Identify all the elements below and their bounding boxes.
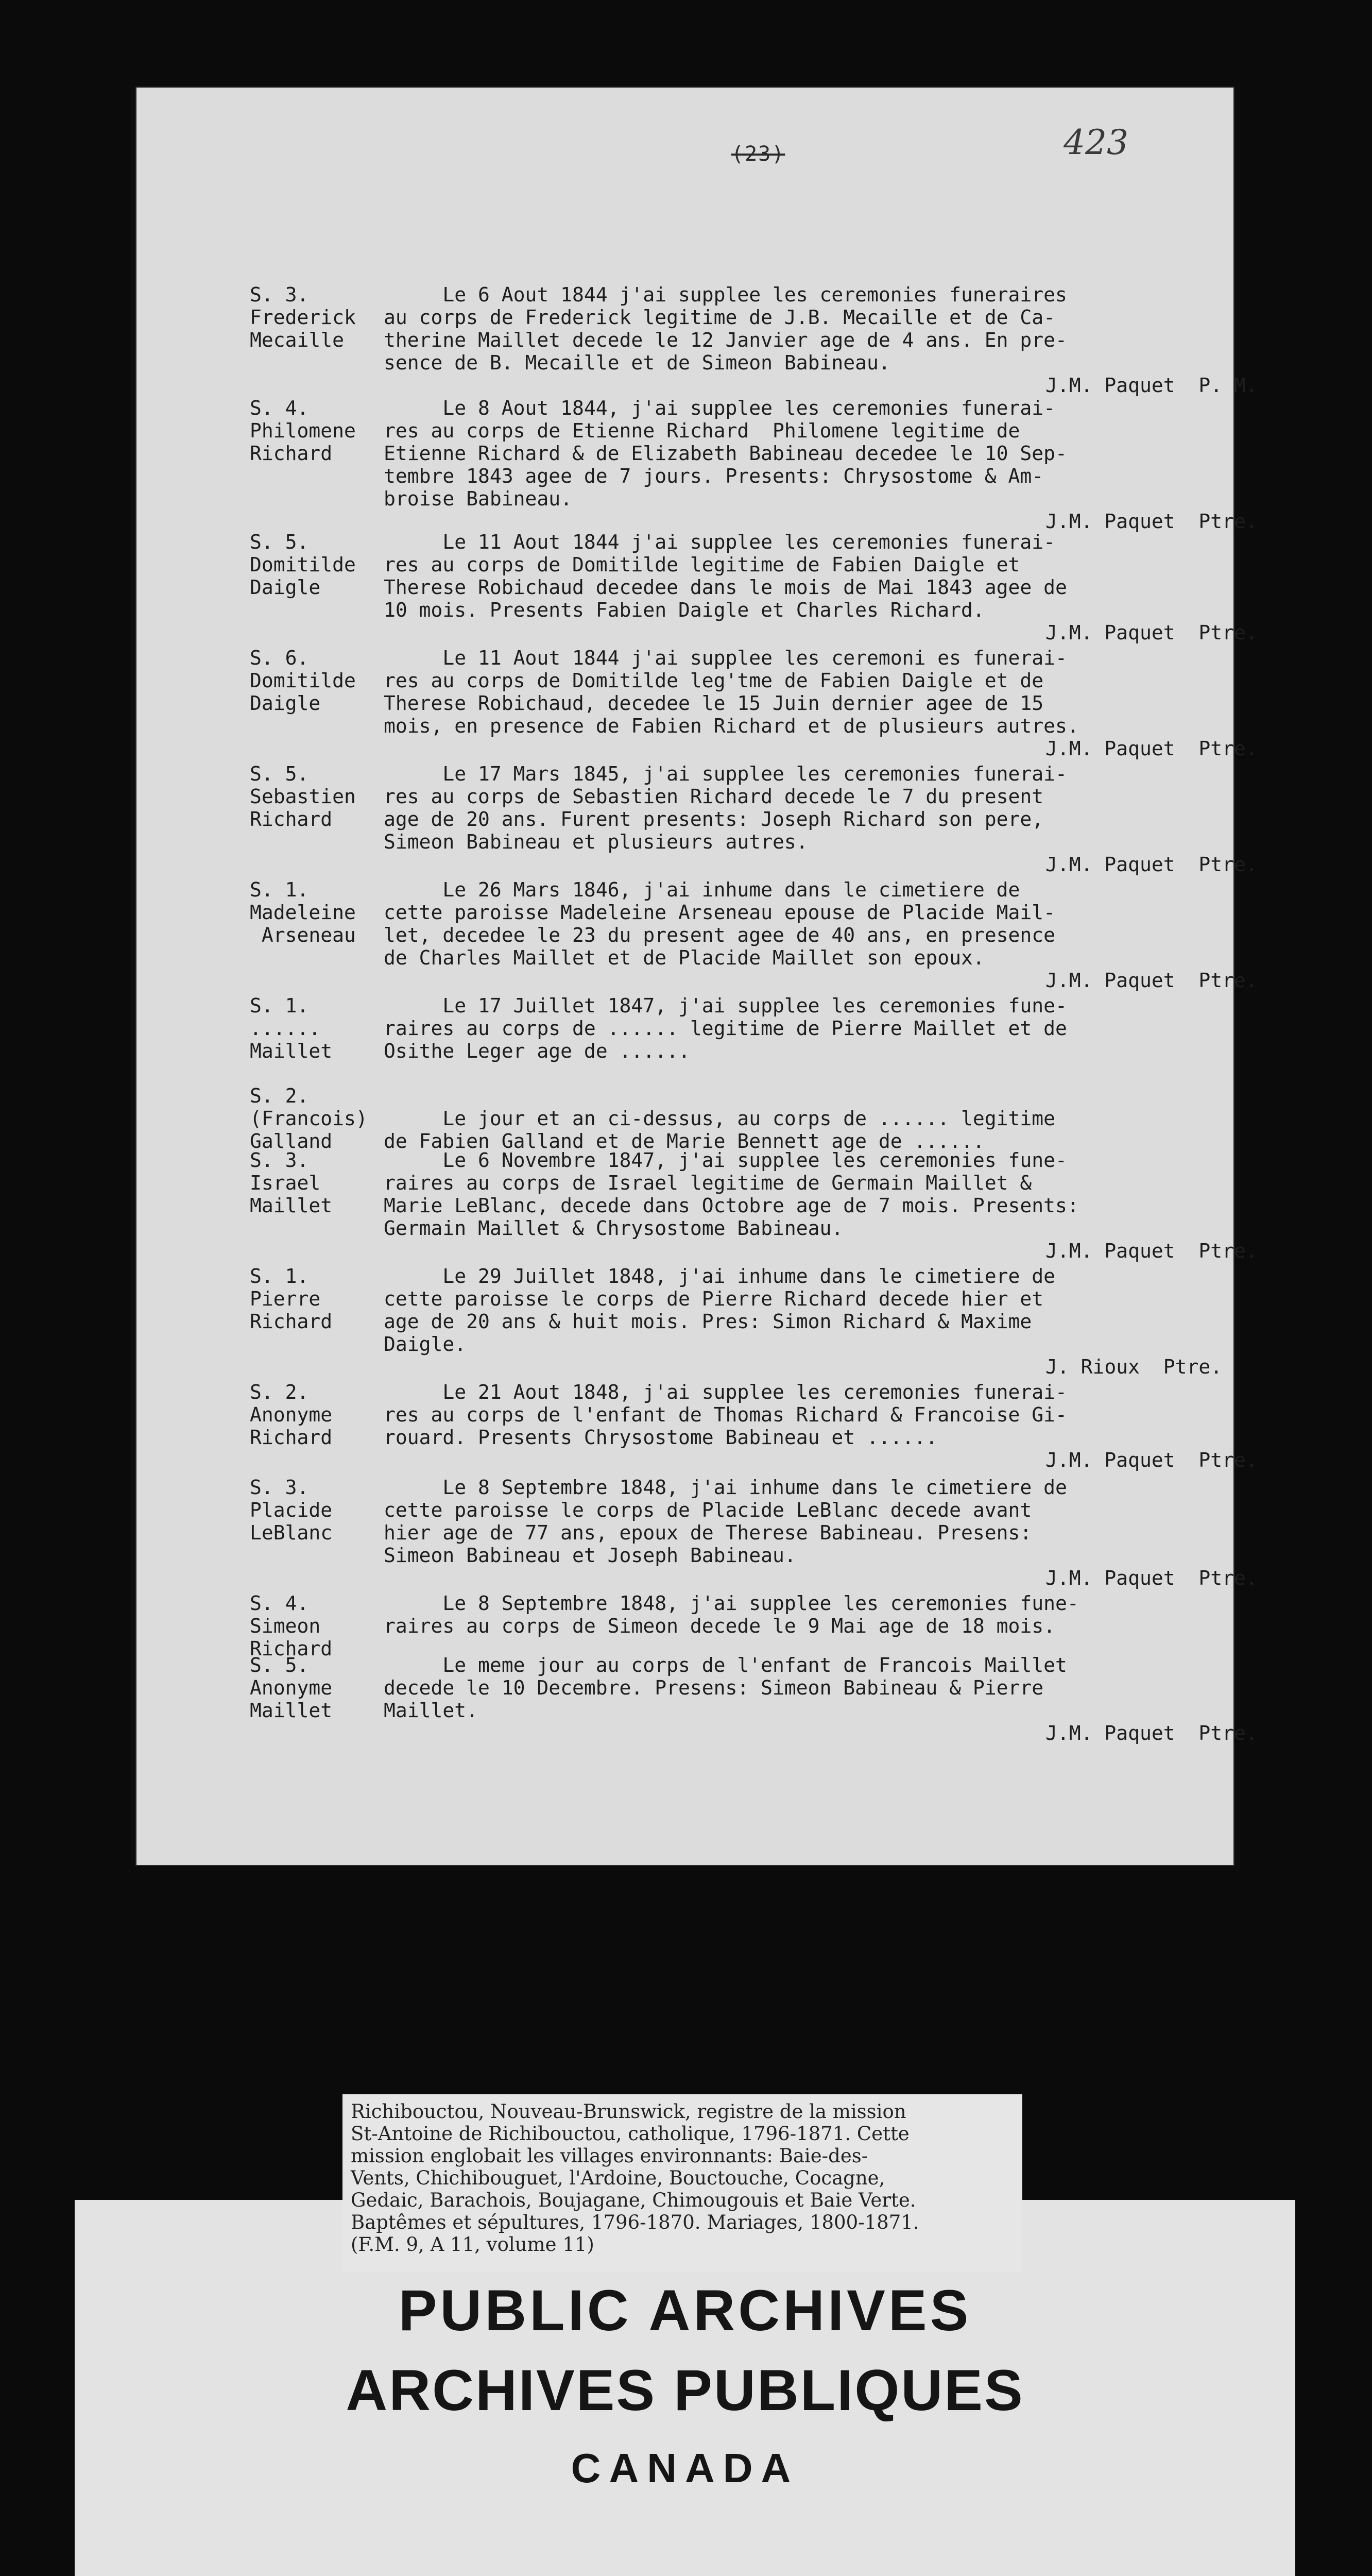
entry-text-line: 10 mois. Presents Fabien Daigle et Charles Richard. <box>384 599 985 621</box>
caption-line: (F.M. 9, A 11, volume 11) <box>351 2233 594 2256</box>
entry-label-line: Daigle <box>250 576 321 599</box>
entry-text-line: Le 11 Aout 1844 j'ai supplee les ceremonies funerai- <box>384 531 1056 553</box>
entry-label-line: Daigle <box>250 692 321 715</box>
entry-margin-label <box>250 283 384 351</box>
entry-text-line: age de 20 ans & huit mois. Pres: Simon Richard & Maxime <box>384 1310 1032 1333</box>
entry-text-line: raires au corps de Israel legitime de Germain Maillet & <box>384 1172 1032 1194</box>
entry-label-line: Anonyme <box>250 1676 333 1699</box>
entry-label-line: S. 4. <box>250 397 309 419</box>
entry-margin-label <box>250 647 384 715</box>
entry-label-line: S. 1. <box>250 1265 309 1287</box>
entry-label-line: Galland <box>250 1130 333 1153</box>
entry-margin-label <box>250 531 384 599</box>
entry-label-line: Maillet <box>250 1699 333 1722</box>
entry-margin-label <box>250 762 384 831</box>
entry-margin-label <box>250 1265 384 1333</box>
caption-line: Baptêmes et sépultures, 1796-1870. Mariages, 1800-1871. <box>351 2211 919 2233</box>
entry-label-line: Richard <box>250 1426 333 1449</box>
entry-label-line: Sebastien <box>250 785 356 808</box>
entry-text-line: Le 17 Mars 1845, j'ai supplee les ceremonies funerai- <box>384 762 1067 785</box>
entry-text-line: Le 6 Aout 1844 j'ai supplee les ceremonies funeraires <box>384 283 1067 306</box>
entry-label-line: Simeon <box>250 1615 321 1637</box>
struck-page-number: (23) <box>731 142 785 166</box>
entry-label-line: Pierre <box>250 1287 321 1310</box>
entry-signature: J.M. Paquet Ptre. <box>1045 621 1258 644</box>
entry-text <box>384 283 1218 374</box>
entry-label-line: Maillet <box>250 1194 333 1217</box>
entry-text <box>384 762 1218 853</box>
entry-text-line: Germain Maillet & Chrysostome Babineau. <box>384 1217 844 1240</box>
entry-text-line: Le 8 Septembre 1848, j'ai supplee les ceremonies fune- <box>384 1592 1079 1615</box>
entry-text-line: Daigle. <box>384 1333 467 1355</box>
archives-title-en: PUBLIC ARCHIVES <box>398 2278 972 2343</box>
caption-line: Richibouctou, Nouveau-Brunswick, registre de la mission <box>351 2100 906 2123</box>
entry-text-line: Le 8 Aout 1844, j'ai supplee les ceremonies funerai- <box>384 397 1056 419</box>
entry-label-line: S. 5. <box>250 1654 309 1676</box>
entry-text <box>384 994 1218 1062</box>
caption-line: Gedaic, Barachois, Boujagane, Chimougouis et Baie Verte. <box>351 2189 916 2211</box>
entry-text-line: Le jour et an ci-dessus, au corps de ...... legitime <box>384 1107 1056 1130</box>
entry-text <box>384 1149 1218 1240</box>
entry-label-line: S. 2. <box>250 1381 309 1403</box>
entry-label-line: Anonyme <box>250 1403 333 1426</box>
entry-text-line: cette paroisse le corps de Placide LeBlanc decede avant <box>384 1499 1032 1521</box>
entry-label-line: Madeleine <box>250 901 356 924</box>
entry-text-line: hier age de 77 ans, epoux de Therese Babineau. Presens: <box>384 1521 1032 1544</box>
entry-label-line: S. 1. <box>250 994 309 1017</box>
entry-label-line: Domitilde <box>250 553 356 576</box>
entry-label-line: Arseneau <box>250 924 356 946</box>
entry-label-line: S. 6. <box>250 647 309 669</box>
collection-caption <box>342 2094 1022 2272</box>
entry-text-line: therine Maillet decede le 12 Janvier age de 4 ans. En pre- <box>384 329 1067 351</box>
entry-label-line: S. 4. <box>250 1592 309 1615</box>
handwritten-page-number: 423 <box>1064 123 1128 162</box>
archives-country: CANADA <box>571 2445 799 2491</box>
entry-text-line <box>384 1084 1218 1107</box>
entry-text <box>384 1084 1218 1153</box>
entry-text <box>384 1592 1218 1637</box>
entry-label-line: S. 1. <box>250 878 309 901</box>
entry-text-line: Le 29 Juillet 1848, j'ai inhume dans le cimetiere de <box>384 1265 1056 1287</box>
entry-signature: J.M. Paquet Ptre. <box>1045 1449 1258 1471</box>
entry-signature: J.M. Paquet Ptre. <box>1045 737 1258 760</box>
entry-text-line: au corps de Frederick legitime de J.B. Mecaille et de Ca- <box>384 306 1056 329</box>
entry-label-line: Mecaille <box>250 329 345 351</box>
archives-title-fr: ARCHIVES PUBLIQUES <box>346 2358 1024 2422</box>
entry-text-line: raires au corps de Simeon decede le 9 Mai age de 18 mois. <box>384 1615 1056 1637</box>
entry-signature: J.M. Paquet Ptre. <box>1045 510 1258 533</box>
caption-line: mission englobait les villages environnants: Baie-des- <box>351 2145 868 2167</box>
entry-text-line: Marie LeBlanc, decede dans Octobre age de 7 mois. Presents: <box>384 1194 1079 1217</box>
entry-text-line: Le 11 Aout 1844 j'ai supplee les ceremoni es funerai- <box>384 647 1067 669</box>
entry-text <box>384 1654 1218 1722</box>
entry-text <box>384 1381 1218 1449</box>
entry-text <box>384 1476 1218 1567</box>
entry-text-line: tembre 1843 agee de 7 jours. Presents: Chrysostome & Am- <box>384 465 1044 487</box>
entry-label-line: LeBlanc <box>250 1521 333 1544</box>
entry-text-line: res au corps de Domitilde leg'tme de Fabien Daigle et de <box>384 669 1044 692</box>
entry-text <box>384 1265 1218 1355</box>
entry-text <box>384 647 1218 737</box>
entry-text-line: Le 8 Septembre 1848, j'ai inhume dans le cimetiere de <box>384 1476 1067 1499</box>
entry-text <box>384 531 1218 621</box>
entry-label-line: Richard <box>250 1637 333 1660</box>
entry-label-line: Israel <box>250 1172 321 1194</box>
entry-margin-label <box>250 878 384 946</box>
entry-text-line: de Fabien Galland et de Marie Bennett age de ...... <box>384 1130 985 1153</box>
entry-text <box>384 397 1218 510</box>
entry-text-line: cette paroisse Madeleine Arseneau epouse de Placide Mail- <box>384 901 1056 924</box>
entry-margin-label <box>250 1592 384 1660</box>
entry-margin-label <box>250 1381 384 1449</box>
entry-label-line: S. 5. <box>250 531 309 553</box>
entry-text-line: mois, en presence de Fabien Richard et de plusieurs autres. <box>384 715 1079 737</box>
register-page <box>136 88 1258 1865</box>
entry-margin-label <box>250 1654 384 1722</box>
entry-text-line: decede le 10 Decembre. Presens: Simeon Babineau & Pierre <box>384 1676 1044 1699</box>
entry-text-line: Le 17 Juillet 1847, j'ai supplee les ceremonies fune- <box>384 994 1067 1017</box>
entry-signature: J.M. Paquet Ptre. <box>1045 969 1258 992</box>
entry-signature: J.M. Paquet Ptre. <box>1045 1722 1258 1744</box>
entry-signature: J.M. Paquet P. M. <box>1045 374 1258 397</box>
entry-text-line: raires au corps de ...... legitime de Pierre Maillet et de <box>384 1017 1067 1040</box>
entry-margin-label <box>250 1084 384 1153</box>
entry-label-line: S. 3. <box>250 283 309 306</box>
entry-label-line: Richard <box>250 1310 333 1333</box>
entry-margin-label <box>250 994 384 1062</box>
entry-label-line: S. 3. <box>250 1149 309 1172</box>
entry-label-line: Frederick <box>250 306 356 329</box>
entry-text-line: cette paroisse le corps de Pierre Richard decede hier et <box>384 1287 1044 1310</box>
entry-signature: J. Rioux Ptre. <box>1045 1355 1223 1378</box>
entry-signature: J.M. Paquet Ptre. <box>1045 1240 1258 1262</box>
entry-signature: J.M. Paquet Ptre. <box>1045 853 1258 876</box>
entry-text-line: sence de B. Mecaille et de Simeon Babineau. <box>384 351 890 374</box>
entry-text-line: res au corps de Domitilde legitime de Fabien Daigle et <box>384 553 1020 576</box>
entry-text-line: broise Babineau. <box>384 487 573 510</box>
entry-margin-label <box>250 397 384 465</box>
entry-margin-label <box>250 1149 384 1217</box>
entry-label-line: S. 2. <box>250 1084 309 1107</box>
entry-text-line: res au corps de Sebastien Richard decede le 7 du present <box>384 785 1044 808</box>
caption-line: Vents, Chichibouguet, l'Ardoine, Bouctouche, Cocagne, <box>351 2167 885 2189</box>
entry-label-line: ...... <box>250 1017 321 1040</box>
entry-text-line: rouard. Presents Chrysostome Babineau et ...... <box>384 1426 938 1449</box>
caption-line: St-Antoine de Richibouctou, catholique, 1796-1871. Cette <box>351 2123 910 2145</box>
entry-label-line: S. 3. <box>250 1476 309 1499</box>
entry-text-line: Therese Robichaud decedee dans le mois de Mai 1843 agee de <box>384 576 1067 599</box>
entry-text-line: age de 20 ans. Furent presents: Joseph Richard son pere, <box>384 808 1044 831</box>
entry-text-line: Le 6 Novembre 1847, j'ai supplee les ceremonies fune- <box>384 1149 1067 1172</box>
entry-text-line: Le 21 Aout 1848, j'ai supplee les ceremonies funerai- <box>384 1381 1067 1403</box>
entry-text <box>384 878 1218 969</box>
entry-label-line: Maillet <box>250 1040 333 1062</box>
entry-text-line: de Charles Maillet et de Placide Maillet son epoux. <box>384 946 985 969</box>
entry-signature: J.M. Paquet Ptre. <box>1045 1567 1258 1589</box>
entry-text-line: Simeon Babineau et plusieurs autres. <box>384 831 808 853</box>
entry-label-line: Domitilde <box>250 669 356 692</box>
entry-text-line: Therese Robichaud, decedee le 15 Juin dernier agee de 15 <box>384 692 1044 715</box>
entry-text-line: Etienne Richard & de Elizabeth Babineau decedee le 10 Sep- <box>384 442 1067 465</box>
entry-label-line: Richard <box>250 442 333 465</box>
entry-label-line: S. 5. <box>250 762 309 785</box>
entry-text-line: res au corps de l'enfant de Thomas Richard & Francoise Gi- <box>384 1403 1067 1426</box>
entry-label-line: Philomene <box>250 419 356 442</box>
entry-label-line: (Francois) <box>250 1107 368 1130</box>
entry-margin-label <box>250 1476 384 1544</box>
entry-text-line: Simeon Babineau et Joseph Babineau. <box>384 1544 796 1567</box>
entry-text-line: res au corps de Etienne Richard Philomene legitime de <box>384 419 1020 442</box>
entry-text-line: Osithe Leger age de ...... <box>384 1040 690 1062</box>
entry-text-line: Maillet. <box>384 1699 478 1722</box>
entry-label-line: Richard <box>250 808 333 831</box>
entry-text-line: Le meme jour au corps de l'enfant de Francois Maillet <box>384 1654 1067 1676</box>
entry-text-line: Le 26 Mars 1846, j'ai inhume dans le cimetiere de <box>384 878 1020 901</box>
entry-label-line: Placide <box>250 1499 333 1521</box>
entry-text-line: let, decedee le 23 du present agee de 40 ans, en presence <box>384 924 1056 946</box>
